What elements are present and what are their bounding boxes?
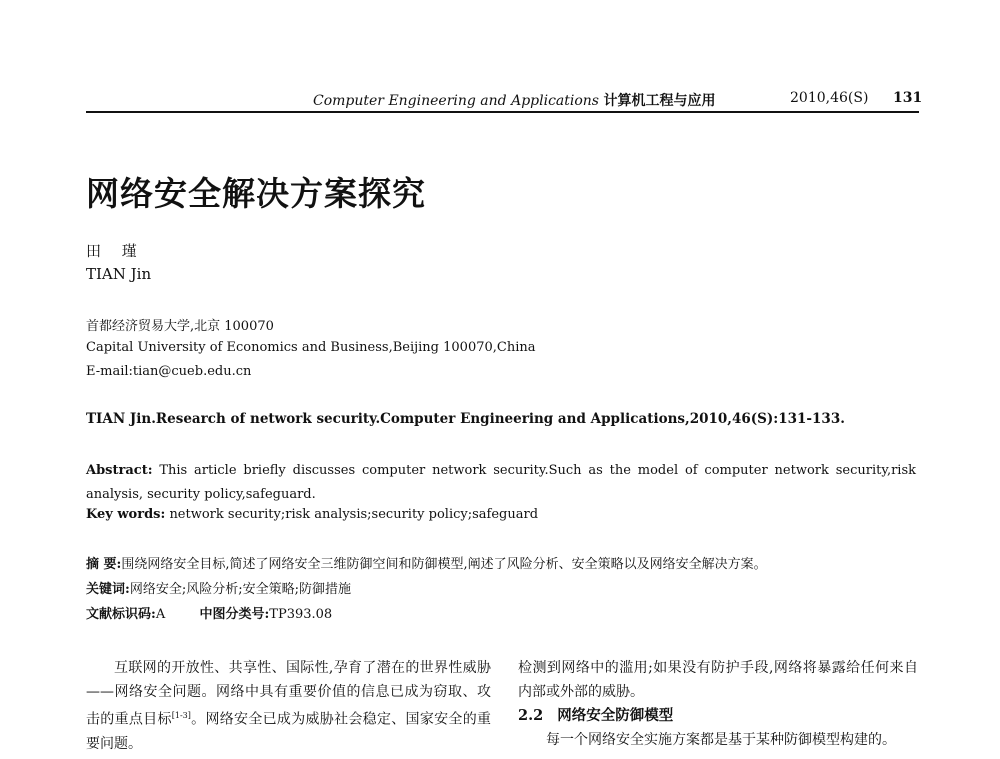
keywords-cn-text: 网络安全;风险分析;安全策略;防御措施 xyxy=(129,582,351,597)
abstract-en xyxy=(86,459,916,507)
body-column-left xyxy=(86,656,491,756)
abstract-cn-label: 摘 要: xyxy=(86,557,122,572)
doc-code-label: 文献标识码: xyxy=(86,607,156,622)
header-rule xyxy=(86,111,919,113)
keywords-en-text: network security;risk analysis;security policy;safeguard xyxy=(169,507,539,522)
journal-name-en: Computer Engineering and Applications xyxy=(313,93,599,109)
clc-label: 中图分类号: xyxy=(199,607,270,622)
keywords-en xyxy=(86,507,538,522)
keywords-cn-label: 关键词: xyxy=(86,582,130,597)
running-header-journal xyxy=(313,90,715,110)
keywords-en-label: Key words: xyxy=(86,507,166,522)
journal-name-cn: 计算机工程与应用 xyxy=(603,93,716,109)
section-number: 2.2 xyxy=(518,707,544,724)
paper-title: 网络安全解决方案探究 xyxy=(86,174,426,213)
page-number: 131 xyxy=(893,90,923,106)
journal-issue: 2010,46(S) xyxy=(790,90,869,106)
clc-value: TP393.08 xyxy=(269,607,333,622)
affiliation-cn: 首都经济贸易大学,北京 100070 xyxy=(86,319,274,334)
citation-line: TIAN Jin.Research of network security.Computer Engineering and Applications,2010,46(S):131-133. xyxy=(86,411,845,427)
classification-codes xyxy=(86,603,332,622)
section-heading xyxy=(518,704,918,728)
body-paragraph-intro xyxy=(86,656,491,756)
body-paragraph-continued: 检测到网络中的滥用;如果没有防护手段,网络将暴露给任何来自内部或外部的威胁。 xyxy=(518,660,918,700)
author-name-en: TIAN Jin xyxy=(86,265,152,283)
doc-code-value: A xyxy=(155,607,166,622)
body-column-right xyxy=(518,656,918,752)
keywords-cn xyxy=(86,578,351,597)
reference-marker: [1-3] xyxy=(171,711,191,720)
author-name-cn: 田 瑾 xyxy=(86,242,145,260)
abstract-cn-text: 围绕网络安全目标,简述了网络安全三维防御空间和防御模型,阐述了风险分析、安全策略以及网络安全解决方案。 xyxy=(121,557,767,572)
intro-text-b: 。网络安全已成为威胁社会稳定、国家安全的重要问题。 xyxy=(86,711,491,752)
author-email: E-mail:tian@cueb.edu.cn xyxy=(86,364,252,379)
body-paragraph-model: 每一个网络安全实施方案都是基于某种防御模型构建的。 xyxy=(546,732,896,748)
abstract-en-text: This article briefly discusses computer network security.Such as the model of computer network security,risk analysis, security policy,safeguard. xyxy=(86,463,916,502)
abstract-en-label: Abstract: xyxy=(86,463,153,478)
intro-text-a: 互联网的开放性、共享性、国际性,孕育了潜在的世界性威胁——网络安全问题。网络中具有重要价值的信息已成为窃取、攻击的重点目标 xyxy=(86,660,491,728)
abstract-cn xyxy=(86,553,767,572)
section-title: 网络安全防御模型 xyxy=(557,707,674,724)
affiliation-en: Capital University of Economics and Business,Beijing 100070,China xyxy=(86,340,536,355)
